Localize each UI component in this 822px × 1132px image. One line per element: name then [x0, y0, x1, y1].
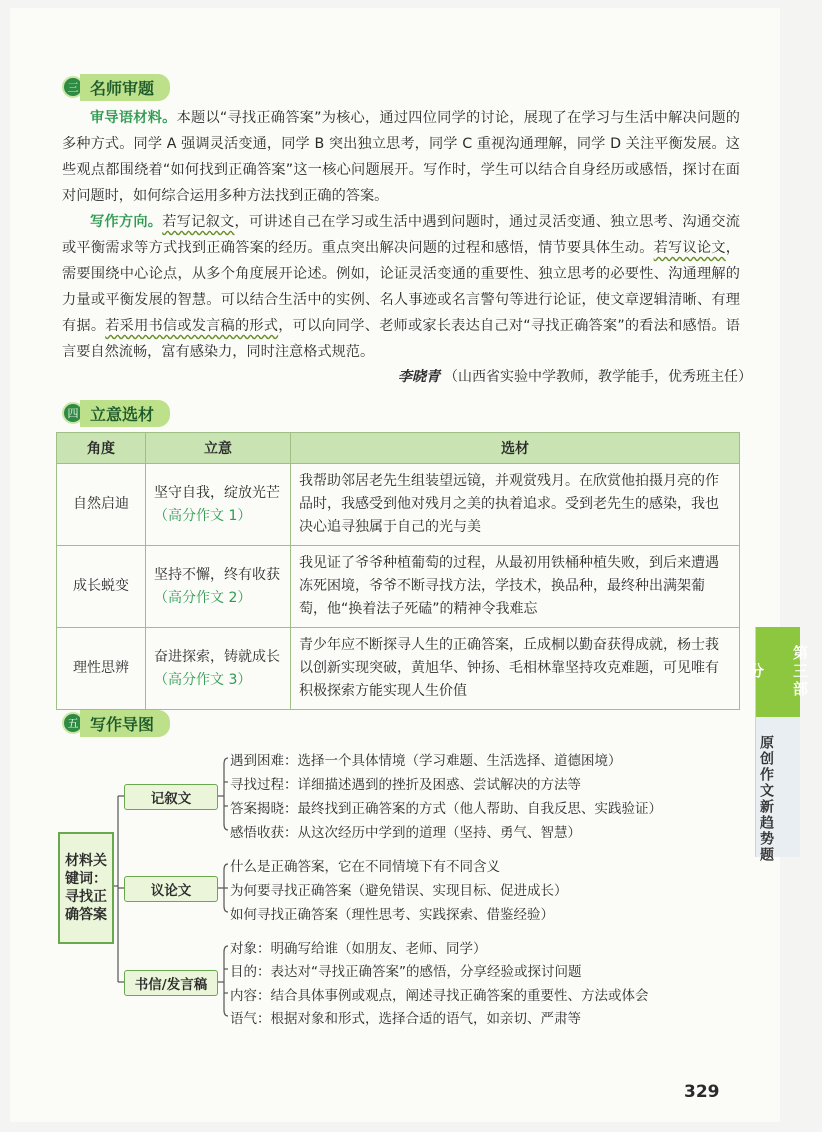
- mindmap-item: 语气：根据对象和形式，选择合适的语气，如亲切、严肃等: [230, 1011, 581, 1027]
- header-idea: 立意: [146, 433, 291, 464]
- mindmap-item: 遇到困难：选择一个具体情境（学习难题、生活选择、道德困境）: [230, 753, 622, 769]
- section-title: 名师审题: [80, 74, 170, 101]
- connector-items: [224, 946, 228, 1016]
- section-badge: 三: [62, 76, 84, 98]
- section-title: 写作导图: [80, 710, 170, 737]
- section-title: 立意选材: [80, 400, 170, 427]
- cell-angle: 自然启迪: [57, 464, 146, 546]
- cell-material: 我帮助邻居老先生组装望远镜，并观赏残月。在欣赏他拍摄月亮的作品时，我感受到他对残月之美的执着追求。受到老先生的感染，我也决心追寻独属于自己的光与美: [291, 464, 740, 546]
- essay-tag: （高分作文 1）: [154, 507, 252, 524]
- header-angle: 角度: [57, 433, 146, 464]
- cell-material: 我见证了爷爷种植葡萄的过程，从最初用铁桶种植失败，到后来遭遇冻死困境，爷爷不断寻找方法，学技术，换品种，最终种出满架葡萄，他“换着法子死磕”的精神令我难忘: [291, 546, 740, 628]
- mindmap-item: 对象：明确写给谁（如朋友、老师、同学）: [230, 941, 487, 957]
- branch-narrative: 记叙文: [124, 784, 218, 810]
- mindmap-item: 内容：结合具体事例或观点，阐述寻找正确答案的重要性、方法或体会: [230, 988, 649, 1004]
- connector-items: [224, 758, 228, 830]
- mindmap-item: 感悟收获：从这次经历中学到的道理（坚持、勇气、智慧）: [230, 825, 581, 841]
- essay-tag: （高分作文 2）: [154, 589, 252, 606]
- mindmap-item: 什么是正确答案，它在不同情境下有不同含义: [230, 859, 500, 875]
- paragraph-text: ，可以向同学、老师或家长表达自己对“寻找正确答案”的看法和感悟。语言要自然流畅，富有感染力，同时注意格式规范。: [62, 318, 740, 360]
- cell-material: 青少年应不断探寻人生的正确答案，丘成桐以勤奋获得成就，杨士莪以创新实现突破，黄旭华、钟扬、毛相林靠坚持攻克难题，可见唯有积极探索方能实现人生价值: [291, 628, 740, 710]
- emphasis-argument: 若写议论文: [653, 240, 726, 256]
- part-subtitle: 原创作文新趋势题: [758, 735, 774, 863]
- mindmap-item: 如何寻找正确答案（理性思考、实践探索、借鉴经验）: [230, 907, 554, 923]
- emphasis-letter: 若采用书信或发言稿的形式: [105, 318, 279, 334]
- lead-label: 审导语材料。: [90, 110, 177, 126]
- idea-text: 坚守自我，绽放光芒: [154, 484, 280, 501]
- lead-label: 写作方向。: [90, 214, 163, 230]
- mindmap-item: 为何要寻找正确答案（避免错误、实现目标、促进成长）: [230, 883, 568, 899]
- author-role: （山西省实验中学教师，教学能手，优秀班主任）: [444, 369, 752, 385]
- paragraph-text: 本题以“寻找正确答案”为核心，通过四位同学的讨论，展现了在学习与生活中解决问题的多种方式。同学 A 强调灵活变通，同学 B 突出独立思考，同学 C 重视沟通理解，同学 D 关注平衡发展。这些观点都围绕着“如何找到正确答案”这一核心问题展开。写作时，学生可以结合自身经历或感悟，探讨在面对问题时，如何综合运用多种方法找到正确的答案。: [62, 110, 740, 204]
- idea-text: 坚持不懈，终有收获: [154, 566, 280, 583]
- author-name: 李晓青: [398, 369, 440, 385]
- cell-angle: 理性思辨: [57, 628, 146, 710]
- header-material: 选材: [291, 433, 740, 464]
- part-label: 第三部分: [756, 627, 800, 717]
- paragraph-text: ，需要围绕中心论点，从多个角度展开论述。例如，论证灵活变通的重要性、独立思考的必要性、沟通理解的力量或平衡发展的智慧。可以结合生活中的实例、名人事迹或名言警句等进行论证，使文章逻辑清晰、有理有据。: [62, 240, 740, 334]
- mindmap-item: 寻找过程：详细描述遇到的挫折及困惑、尝试解决的方法等: [230, 777, 581, 793]
- section-badge: 四: [62, 402, 84, 424]
- branch-letter: 书信/发言稿: [124, 970, 218, 996]
- root-text: 材料关键词：寻找正确答案: [65, 853, 107, 923]
- branch-argument: 议论文: [124, 876, 218, 902]
- essay-tag: （高分作文 3）: [154, 671, 252, 688]
- emphasis-narrative: 若写记叙文: [162, 214, 235, 230]
- paragraph-text: ，可讲述自己在学习或生活中遇到问题时，通过灵活变通、独立思考、沟通交流或平衡需求等方式找到正确答案的经历。重点突出解决问题的过程和感悟，情节要具体生动。: [62, 214, 740, 256]
- cell-angle: 成长蜕变: [57, 546, 146, 628]
- idea-text: 奋进探索，铸就成长: [154, 648, 280, 665]
- mindmap-root: [58, 832, 114, 944]
- mindmap-item: 目的：表达对“寻找正确答案”的感悟，分享经验或探讨问题: [230, 964, 582, 980]
- mindmap-item: 答案揭晓：最终找到正确答案的方式（他人帮助、自我反思、实践验证）: [230, 801, 662, 817]
- section-badge: 五: [62, 712, 84, 734]
- page-number: 329: [684, 1082, 720, 1102]
